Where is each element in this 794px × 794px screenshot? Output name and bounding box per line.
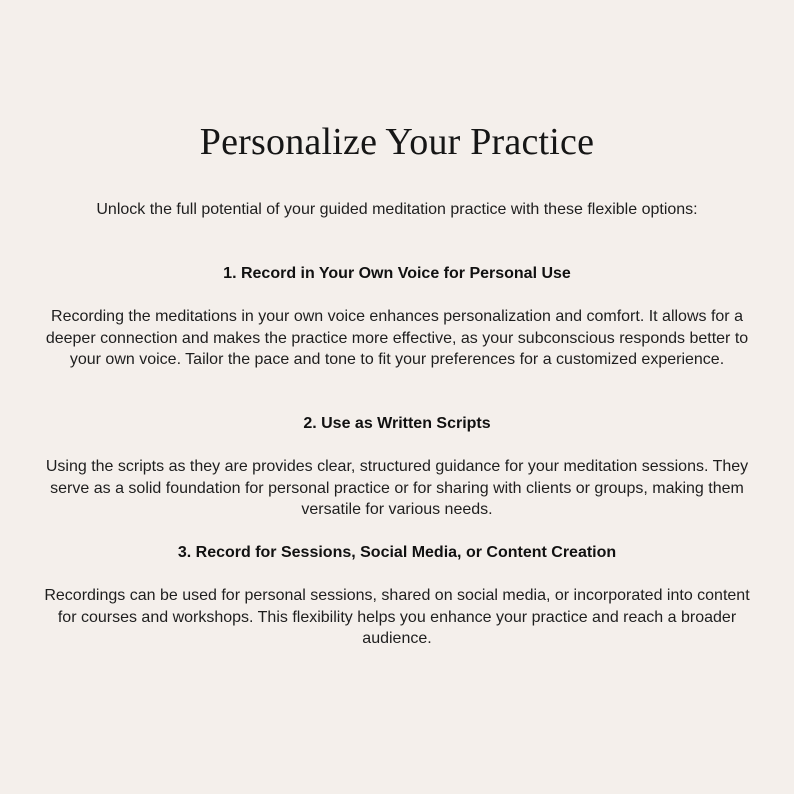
intro-paragraph: Unlock the full potential of your guided meditation practice with these flexible options: — [96, 201, 698, 218]
section-heading-record-own-voice: 1. Record in Your Own Voice for Personal Use — [223, 265, 571, 282]
section-body-record-own-voice: Recording the meditations in your own voice enhances personalization and comfort. It allows for a deeper connection and makes the practice more effective, as your subconscious responds better to your own voice. Tailor the pace and tone to fit your preferences for a customized experience. — [45, 308, 749, 368]
section-body-written-scripts: Using the scripts as they are provides clear, structured guidance for your meditation sessions. They serve as a solid foundation for personal practice or for sharing with clients or groups, making them versatile for various needs. — [45, 458, 749, 518]
section-body-content-creation: Recordings can be used for personal sessions, shared on social media, or incorporated into content for courses and workshops. This flexibility helps you enhance your practice and reach a broader audience. — [44, 587, 750, 647]
section-heading-written-scripts: 2. Use as Written Scripts — [303, 415, 491, 432]
section-heading-content-creation: 3. Record for Sessions, Social Media, or Content Creation — [177, 544, 617, 561]
page-title: Personalize Your Practice — [199, 121, 595, 163]
